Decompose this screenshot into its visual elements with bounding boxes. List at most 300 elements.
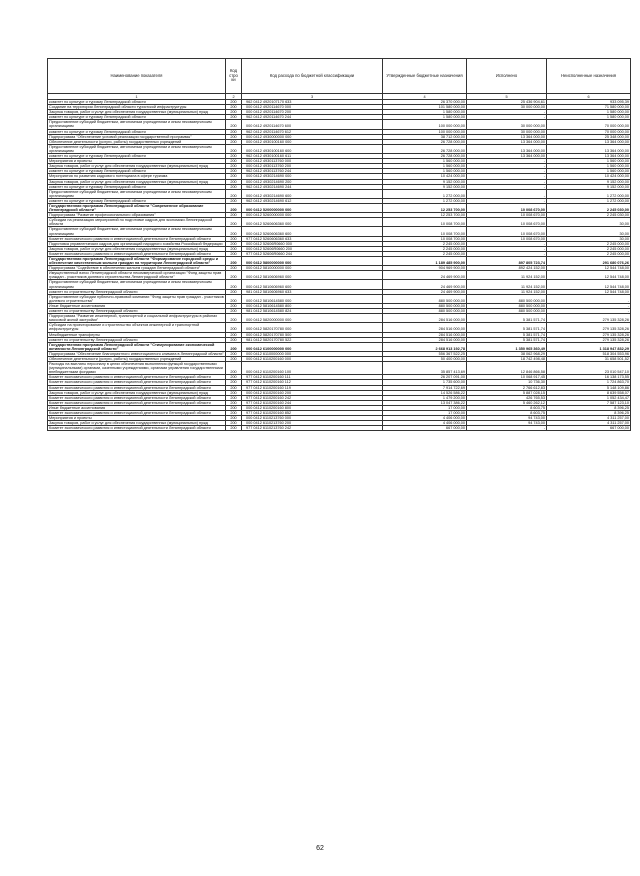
row-classification-code: 000 0412 6110000000 000 <box>242 351 383 356</box>
row-unexecuted-amount: 13 364 000,00 <box>547 144 631 153</box>
row-line-code: 200 <box>226 323 242 332</box>
row-name: комитет по культуре и туризму Ленинградской области <box>48 184 226 189</box>
row-executed-amount: 5 381 571,74 <box>467 314 547 323</box>
row-classification-code: 962 0412 4930214690 612 <box>242 198 383 203</box>
row-approved-amount: 284 516 000,00 <box>383 337 467 342</box>
row-unexecuted-amount: 70 000 000,00 <box>547 129 631 134</box>
row-line-code: 200 <box>226 203 242 212</box>
row-name: Подпрограмма "Содействие в обеспечении жильем граждан Ленинградской области" <box>48 266 226 271</box>
column-number: 6 <box>547 94 631 100</box>
row-classification-code: 981 0412 5810614580 824 <box>242 309 383 314</box>
row-approved-amount: 1 580 000,00 <box>383 110 467 115</box>
row-name: Создание на территории Ленинградской области туристской инфраструктуры <box>48 105 226 110</box>
row-approved-amount: 284 516 000,00 <box>383 323 467 332</box>
row-unexecuted-amount: 1 272 000,00 <box>547 198 631 203</box>
row-name: Закупка товаров, работ и услуг для обеспечения государственных (муниципальных) нужд <box>48 110 226 115</box>
row-line-code: 200 <box>226 100 242 105</box>
row-name: Комитет экономического развития и инвестиционной деятельности Ленинградской области <box>48 380 226 385</box>
row-executed-amount: - <box>467 159 547 164</box>
row-classification-code: 000 0412 52606R0660 200 <box>242 246 383 251</box>
row-name: Предоставление субсидий бюджетным, автономным учреждениям и иным некоммерческим организациям <box>48 227 226 236</box>
row-name: Предоставление субсидий бюджетным, автономным учреждениям и иным некоммерческим организациям <box>48 120 226 129</box>
row-approved-amount: 100 000 000,00 <box>383 129 467 134</box>
row-unexecuted-amount: 30,00 <box>547 227 631 236</box>
row-approved-amount: 26 728 000,00 <box>383 144 467 153</box>
row-unexecuted-amount: 2 245 030,00 <box>547 213 631 218</box>
row-name: Иные бюджетные ассигнования <box>48 303 226 308</box>
row-name: Закупка товаров, работ и услуг для обеспечения государственных (муниципальных) нужд <box>48 246 226 251</box>
row-executed-amount: 10 008 670,00 <box>467 236 547 241</box>
row-name: Обеспечение деятельности (услуги, работы) государственных учреждений <box>48 139 226 144</box>
table-row <box>48 144 631 153</box>
row-approved-amount: 1 560 000,00 <box>383 159 467 164</box>
row-executed-amount: - <box>467 241 547 246</box>
row-classification-code: 000 0412 4930214690 600 <box>242 189 383 198</box>
row-approved-amount: 10 008 700,00 <box>383 227 467 236</box>
row-executed-amount: 880 500 000,00 <box>467 309 547 314</box>
row-line-code: 200 <box>226 332 242 337</box>
row-line-code: 200 <box>226 421 242 426</box>
row-approved-amount: 10 008 700,00 <box>383 236 467 241</box>
row-approved-amount: 904 969 900,00 <box>383 266 467 271</box>
row-executed-amount: 880 500 000,00 <box>467 303 547 308</box>
row-classification-code: 000 0412 6110200160 800 <box>242 405 383 410</box>
row-name: Предоставление субсидий бюджетным, автономным учреждениям и иным некоммерческим организациям <box>48 144 226 153</box>
row-line-code: 200 <box>226 289 242 294</box>
row-classification-code: 000 0412 5810606960 000 <box>242 271 383 280</box>
row-approved-amount: 2 245 000,00 <box>383 246 467 251</box>
row-classification-code: 000 0412 5200000000 000 <box>242 203 383 212</box>
row-unexecuted-amount: 1 560 000,00 <box>547 164 631 169</box>
row-executed-amount: - <box>467 110 547 115</box>
row-unexecuted-amount: 13 364 000,00 <box>547 139 631 144</box>
row-approved-amount: 14 526 586,22 <box>383 390 467 395</box>
row-approved-amount: 1 272 000,00 <box>383 198 467 203</box>
row-name: комитет по строительству Ленинградской области <box>48 289 226 294</box>
row-executed-amount: 880 500 000,00 <box>467 294 547 303</box>
row-approved-amount: 26 728 000,00 <box>383 139 467 144</box>
row-executed-amount: 11 924 152,00 <box>467 280 547 289</box>
row-name: Мероприятия и проекты <box>48 416 226 421</box>
row-executed-amount: 5 381 571,74 <box>467 323 547 332</box>
row-line-code: 200 <box>226 416 242 421</box>
row-name: Государственная программа Ленинградской области "Стимулирование экономической активности Ленинградской области" <box>48 342 226 351</box>
row-classification-code: 977 0412 6110200160 119 <box>242 385 383 390</box>
row-unexecuted-amount: 10 424 000,00 <box>547 174 631 179</box>
row-executed-amount: - <box>467 115 547 120</box>
row-approved-amount: 101 580 000,00 <box>383 105 467 110</box>
row-approved-amount: 880 500 000,00 <box>383 303 467 308</box>
row-approved-amount: 2 668 913 192,78 <box>383 342 467 351</box>
row-approved-amount: 24 469 900,00 <box>383 289 467 294</box>
column-number: 4 <box>383 94 467 100</box>
row-name: Закупка товаров, работ и услуг для обеспечения государственных (муниципальных) нужд <box>48 164 226 169</box>
table-row <box>48 271 631 280</box>
row-line-code: 200 <box>226 390 242 395</box>
row-unexecuted-amount: 30,00 <box>547 218 631 227</box>
row-approved-amount: 9 152 000,00 <box>383 179 467 184</box>
row-unexecuted-amount: 1 318 947 832,29 <box>547 342 631 351</box>
row-classification-code: 000 0412 5820170780 500 <box>242 332 383 337</box>
row-executed-amount: 10 008 670,00 <box>467 213 547 218</box>
row-name: комитет по культуре и туризму Ленинградской области <box>48 115 226 120</box>
row-line-code: 200 <box>226 179 242 184</box>
row-line-code: 200 <box>226 314 242 323</box>
row-classification-code: 962 0412 4920107170 633 <box>242 100 383 105</box>
row-approved-amount: 12 253 700,00 <box>383 213 467 218</box>
row-line-code: 200 <box>226 246 242 251</box>
row-unexecuted-amount: 12 544 748,00 <box>547 280 631 289</box>
row-executed-amount: 13 364 000,00 <box>467 139 547 144</box>
row-line-code: 200 <box>226 105 242 110</box>
row-executed-amount: 10 008 670,00 <box>467 218 547 227</box>
row-line-code: 200 <box>226 120 242 129</box>
row-line-code: 200 <box>226 309 242 314</box>
row-approved-amount: 26 370 000,00 <box>383 100 467 105</box>
row-name: Подпрограмма "Развитие профессионального образования" <box>48 213 226 218</box>
row-unexecuted-amount: 8 396,25 <box>547 411 631 416</box>
row-classification-code: 000 0412 5810614580 000 <box>242 294 383 303</box>
row-classification-code: 977 0412 52606R0660 244 <box>242 251 383 256</box>
row-line-code: 200 <box>226 251 242 256</box>
row-line-code: 200 <box>226 411 242 416</box>
table-row <box>48 203 631 212</box>
row-name: Комитет экономического развития и инвестиционной деятельности Ленинградской области <box>48 236 226 241</box>
row-unexecuted-amount: 2 245 000,00 <box>547 241 631 246</box>
header-executed: Исполнено <box>467 59 547 94</box>
row-name: комитет по культуре и туризму Ленинградской области <box>48 169 226 174</box>
row-name: комитет по культуре и туризму Ленинградской области <box>48 154 226 159</box>
row-classification-code: 977 0412 6110200160 242 <box>242 395 383 400</box>
row-line-code: 200 <box>226 362 242 375</box>
row-line-code: 200 <box>226 257 242 266</box>
table-row <box>48 280 631 289</box>
row-executed-amount: 892 424 152,00 <box>467 266 547 271</box>
row-executed-amount: - <box>467 179 547 184</box>
row-unexecuted-amount: 291 680 076,26 <box>547 257 631 266</box>
row-executed-amount: 10 008 670,00 <box>467 227 547 236</box>
row-name: Государственная программа Ленинградской области "Формирование городской среды и обеспечение качественным жильем граждан на территории Ленинградской области" <box>48 257 226 266</box>
row-executed-amount: 8 603,75 <box>467 411 547 416</box>
row-approved-amount: 17 000,00 <box>383 405 467 410</box>
row-unexecuted-amount: 70 000 000,00 <box>547 120 631 129</box>
row-name: Субсидии на реализацию мероприятий по подготовке кадров для экономики Ленинградской области <box>48 218 226 227</box>
row-executed-amount: 2 766 612,83 <box>467 385 547 390</box>
row-classification-code: 000 0412 4920114670 000 <box>242 105 383 110</box>
row-classification-code: 000 0412 4930214690 000 <box>242 174 383 179</box>
row-line-code: 200 <box>226 356 242 361</box>
row-name: Мероприятия и проекты <box>48 159 226 164</box>
row-unexecuted-amount: 7 587 123,10 <box>547 400 631 405</box>
row-name: Комитет экономического развития и инвестиционной деятельности Ленинградской области <box>48 411 226 416</box>
row-approved-amount: 284 516 000,00 <box>383 314 467 323</box>
row-classification-code: 000 0412 5260000000 000 <box>242 213 383 218</box>
row-name: комитет по культуре и туризму Ленинградской области <box>48 100 226 105</box>
column-number: 1 <box>48 94 226 100</box>
table-row <box>48 362 631 375</box>
row-unexecuted-amount: 279 135 328,26 <box>547 337 631 342</box>
row-unexecuted-amount: 2 245 030,00 <box>547 203 631 212</box>
row-unexecuted-amount: 667 000,00 <box>547 426 631 431</box>
row-classification-code: 981 0412 5810606960 633 <box>242 289 383 294</box>
row-executed-amount: 10 008 670,00 <box>467 203 547 212</box>
table-row <box>48 323 631 332</box>
row-unexecuted-amount: 1 560 000,00 <box>547 159 631 164</box>
table-row <box>48 227 631 236</box>
row-classification-code: 000 0412 5820000000 000 <box>242 314 383 323</box>
row-classification-code: 000 0412 5820170780 000 <box>242 323 383 332</box>
row-executed-amount: 11 924 152,00 <box>467 289 547 294</box>
row-approved-amount: 1 479 200,00 <box>383 395 467 400</box>
row-line-code: 200 <box>226 129 242 134</box>
row-classification-code: 962 0412 4930100160 611 <box>242 154 383 159</box>
row-unexecuted-amount: 12 544 748,00 <box>547 271 631 280</box>
row-unexecuted-amount: 1 052 434,47 <box>547 395 631 400</box>
row-unexecuted-amount: 16 138 173,55 <box>547 375 631 380</box>
table-row <box>48 120 631 129</box>
row-executed-amount: - <box>467 169 547 174</box>
row-name: Подпрограмма "Обеспечение условий реализации государственной программы" <box>48 134 226 139</box>
row-approved-amount: 12 253 700,00 <box>383 203 467 212</box>
row-line-code: 200 <box>226 154 242 159</box>
row-line-code: 200 <box>226 380 242 385</box>
row-line-code: 200 <box>226 164 242 169</box>
page-number: 62 <box>316 845 324 852</box>
row-unexecuted-amount: 1 580 000,00 <box>547 115 631 120</box>
row-name: Предоставление субсидий бюджетным, автономным учреждениям и иным некоммерческим организациям <box>48 280 226 289</box>
table-header-row <box>48 59 631 94</box>
row-line-code: 200 <box>226 189 242 198</box>
row-line-code: 200 <box>226 385 242 390</box>
row-approved-amount: 667 000,00 <box>383 426 467 431</box>
row-executed-amount: 5 887 028,15 <box>467 390 547 395</box>
row-unexecuted-amount: 4 311 257,00 <box>547 421 631 426</box>
row-unexecuted-amount: 1 580 000,00 <box>547 110 631 115</box>
header-classification-code: Код расхода по бюджетной классификации <box>242 59 383 94</box>
row-executed-amount: 1 350 965 360,49 <box>467 342 547 351</box>
row-name: Подготовка управленческих кадров для организаций народного хозяйства Российской Федерации <box>48 241 226 246</box>
row-classification-code: 000 0412 5260606360 000 <box>242 218 383 227</box>
row-classification-code: 962 0412 4930214690 244 <box>242 184 383 189</box>
row-line-code: 200 <box>226 400 242 405</box>
row-name: комитет по строительству Ленинградской области <box>48 337 226 342</box>
row-approved-amount: 38 712 000,00 <box>383 134 467 139</box>
row-approved-amount: 284 516 000,00 <box>383 332 467 337</box>
row-unexecuted-amount: 8 639 558,07 <box>547 390 631 395</box>
row-unexecuted-amount: 1 560 000,00 <box>547 169 631 174</box>
row-classification-code: 000 0412 4920114670 200 <box>242 110 383 115</box>
header-approved: Утвержденные бюджетные назначения <box>383 59 467 94</box>
row-line-code: 200 <box>226 405 242 410</box>
row-unexecuted-amount: 12 544 748,00 <box>547 289 631 294</box>
row-executed-amount: 897 805 723,74 <box>467 257 547 266</box>
row-approved-amount: 880 500 000,00 <box>383 309 467 314</box>
row-executed-amount: 10 736,30 <box>467 380 547 385</box>
row-approved-amount: 100 000 000,00 <box>383 120 467 129</box>
row-unexecuted-amount: 4 311 257,00 <box>547 416 631 421</box>
row-executed-amount: 18 742 498,48 <box>467 356 547 361</box>
row-approved-amount: 10 424 000,00 <box>383 174 467 179</box>
row-line-code: 200 <box>226 227 242 236</box>
row-classification-code: 000 0412 6110213760 000 <box>242 416 383 421</box>
row-line-code: 200 <box>226 134 242 139</box>
row-unexecuted-amount: 933 095,39 <box>547 100 631 105</box>
row-unexecuted-amount: 12 544 748,00 <box>547 266 631 271</box>
column-number: 2 <box>226 94 242 100</box>
row-classification-code: 977 0412 6110213760 242 <box>242 426 383 431</box>
row-line-code: 200 <box>226 169 242 174</box>
row-executed-amount: 5 381 571,74 <box>467 332 547 337</box>
row-classification-code: 977 0412 6110200160 244 <box>242 400 383 405</box>
row-line-code: 200 <box>226 139 242 144</box>
row-approved-amount: 1 560 000,00 <box>383 169 467 174</box>
table-row <box>48 342 631 351</box>
table-row <box>48 314 631 323</box>
row-name: комитет по строительству Ленинградской области <box>48 309 226 314</box>
row-line-code: 200 <box>226 337 242 342</box>
row-approved-amount: 2 245 000,00 <box>383 241 467 246</box>
row-approved-amount: 10 008 700,00 <box>383 218 467 227</box>
row-unexecuted-amount: 279 135 328,26 <box>547 323 631 332</box>
table-row <box>48 257 631 266</box>
row-executed-amount: 30 000 000,00 <box>467 105 547 110</box>
table-row <box>48 218 631 227</box>
row-classification-code: 000 0412 5810614580 800 <box>242 303 383 308</box>
row-approved-amount: 1 189 485 900,00 <box>383 257 467 266</box>
row-name: Обеспечение деятельности (услуги, работы) государственных учреждений <box>48 356 226 361</box>
row-executed-amount: 13 364 000,00 <box>467 154 547 159</box>
row-unexecuted-amount: 31 658 501,52 <box>547 356 631 361</box>
row-line-code: 200 <box>226 266 242 271</box>
row-classification-code: 977 0412 6110200160 111 <box>242 375 383 380</box>
row-unexecuted-amount: - <box>547 309 631 314</box>
row-classification-code: 000 0412 6110213760 200 <box>242 421 383 426</box>
row-name: Расходы на выплаты персоналу в целях обеспечения выполнения функций государственными (муниципальными) органами, казенными учреждениями, органами управления государственными внебюджетными фондами <box>48 362 226 375</box>
row-executed-amount: - <box>467 251 547 256</box>
row-approved-amount: 1 735 600,00 <box>383 380 467 385</box>
row-unexecuted-amount: 25 348 000,00 <box>547 134 631 139</box>
row-unexecuted-amount: 279 135 328,26 <box>547 314 631 323</box>
row-name: Предоставление субсидии публично-правовой компании "Фонд защиты прав граждан - участников долевого строительства" <box>49 294 224 303</box>
row-unexecuted-amount: 2 245 000,00 <box>547 251 631 256</box>
row-executed-amount: - <box>467 198 547 203</box>
row-approved-amount: 24 469 900,00 <box>383 280 467 289</box>
row-classification-code: 000 0412 4930113760 000 <box>242 159 383 164</box>
row-approved-amount: 26 728 000,00 <box>383 154 467 159</box>
row-line-code: 200 <box>226 213 242 218</box>
table-body <box>48 100 631 431</box>
row-line-code: 200 <box>226 280 242 289</box>
row-unexecuted-amount: 30,00 <box>547 236 631 241</box>
row-approved-amount: 1 580 000,00 <box>383 115 467 120</box>
header-unexecuted: Неисполненные назначения <box>547 59 631 94</box>
row-approved-amount: 9 152 000,00 <box>383 184 467 189</box>
row-approved-amount: 17 000,00 <box>383 411 467 416</box>
row-unexecuted-amount: 9 152 000,00 <box>547 184 631 189</box>
row-executed-amount: 5 381 571,74 <box>467 337 547 342</box>
row-name: Комитет экономического развития и инвестиционной деятельности Ленинградской области <box>48 395 226 400</box>
row-unexecuted-amount: 13 364 000,00 <box>547 154 631 159</box>
row-name: Комитет экономического развития и инвестиционной деятельности Ленинградской области <box>48 251 226 256</box>
row-unexecuted-amount: 518 304 553,96 <box>547 351 631 356</box>
row-unexecuted-amount: 71 580 000,00 <box>547 105 631 110</box>
row-executed-amount: 13 364 000,00 <box>467 144 547 153</box>
table-row <box>48 294 631 303</box>
row-name: Мероприятия по развитию кадрового потенциала в сфере туризма <box>48 174 226 179</box>
row-unexecuted-amount: 9 152 000,00 <box>547 179 631 184</box>
row-line-code: 200 <box>226 395 242 400</box>
row-line-code: 200 <box>226 271 242 280</box>
row-unexecuted-amount: 1 724 863,70 <box>547 380 631 385</box>
row-line-code: 200 <box>226 294 242 303</box>
row-line-code: 200 <box>226 198 242 203</box>
row-unexecuted-amount: - <box>547 294 631 303</box>
row-classification-code: 962 0412 4930113760 244 <box>242 169 383 174</box>
row-classification-code: 000 0412 4930100160 000 <box>242 139 383 144</box>
row-executed-amount: - <box>467 426 547 431</box>
row-executed-amount: 8 603,75 <box>467 405 547 410</box>
row-unexecuted-amount: 23 010 547,10 <box>547 362 631 375</box>
row-approved-amount: 35 857 413,69 <box>383 362 467 375</box>
row-classification-code: 000 0412 6100000000 000 <box>242 342 383 351</box>
row-classification-code: 000 0412 4930000000 000 <box>242 134 383 139</box>
row-line-code: 200 <box>226 159 242 164</box>
row-unexecuted-amount: 2 245 000,00 <box>547 246 631 251</box>
row-executed-amount: 13 364 000,00 <box>467 134 547 139</box>
row-executed-amount: 38 062 968,29 <box>467 351 547 356</box>
row-approved-amount: 556 367 522,25 <box>383 351 467 356</box>
row-name: Подпрограмма "Обеспечение благоприятного инвестиционного климата в Ленинградской области" <box>49 351 224 356</box>
row-approved-amount: 2 245 000,00 <box>383 251 467 256</box>
row-approved-amount: 880 500 000,00 <box>383 294 467 303</box>
row-line-code: 200 <box>226 303 242 308</box>
row-classification-code: 981 0412 5820170780 522 <box>242 337 383 342</box>
row-line-code: 200 <box>226 342 242 351</box>
row-classification-code: 000 0412 5810000000 000 <box>242 266 383 271</box>
row-executed-amount: 30 000 000,00 <box>467 129 547 134</box>
row-line-code: 200 <box>226 184 242 189</box>
row-approved-amount: 4 406 000,00 <box>383 421 467 426</box>
row-classification-code: 000 0412 6110200160 000 <box>242 356 383 361</box>
row-line-code: 200 <box>226 174 242 179</box>
row-executed-amount: - <box>467 184 547 189</box>
row-unexecuted-amount: - <box>547 303 631 308</box>
row-name: Комитет экономического развития и инвестиционной деятельности Ленинградской области <box>48 426 226 431</box>
row-name: Имущественный взнос Ленинградской области некоммерческой организации "Фонд защиты прав граждан - участников долевого строительства Ленинградской области" <box>48 271 226 280</box>
row-name: комитет по культуре и туризму Ленинградской области <box>48 129 226 134</box>
row-classification-code: 977 0412 5260606360 633 <box>242 236 383 241</box>
row-line-code: 200 <box>226 218 242 227</box>
row-name: Иные бюджетные ассигнования <box>48 405 226 410</box>
row-executed-amount: 11 924 152,00 <box>467 271 547 280</box>
row-approved-amount: 1 272 000,00 <box>383 189 467 198</box>
row-line-code: 200 <box>226 115 242 120</box>
row-line-code: 200 <box>226 426 242 431</box>
row-name: Комитет экономического развития и инвестиционной деятельности Ленинградской области <box>48 400 226 405</box>
row-approved-amount: 24 469 900,00 <box>383 271 467 280</box>
row-executed-amount: 5 460 262,12 <box>467 400 547 405</box>
header-line-code: Код стро ки <box>226 59 242 94</box>
row-classification-code: 000 0412 5260606360 600 <box>242 227 383 236</box>
row-approved-amount: 7 914 722,69 <box>383 385 467 390</box>
header-name: Наименование показателя <box>48 59 226 94</box>
row-classification-code: 000 0412 4930214690 200 <box>242 179 383 184</box>
row-unexecuted-amount: 1 272 000,00 <box>547 189 631 198</box>
row-classification-code: 000 0412 4920114670 600 <box>242 120 383 129</box>
row-name: Подпрограмма "Развитие инженерной, транспортной и социальной инфраструктуры в районах массовой жилой застройки" <box>48 314 226 323</box>
row-name: Закупка товаров, работ и услуг для обеспечения государственных (муниципальных) нужд <box>48 179 226 184</box>
row-approved-amount: 13 047 386,22 <box>383 400 467 405</box>
